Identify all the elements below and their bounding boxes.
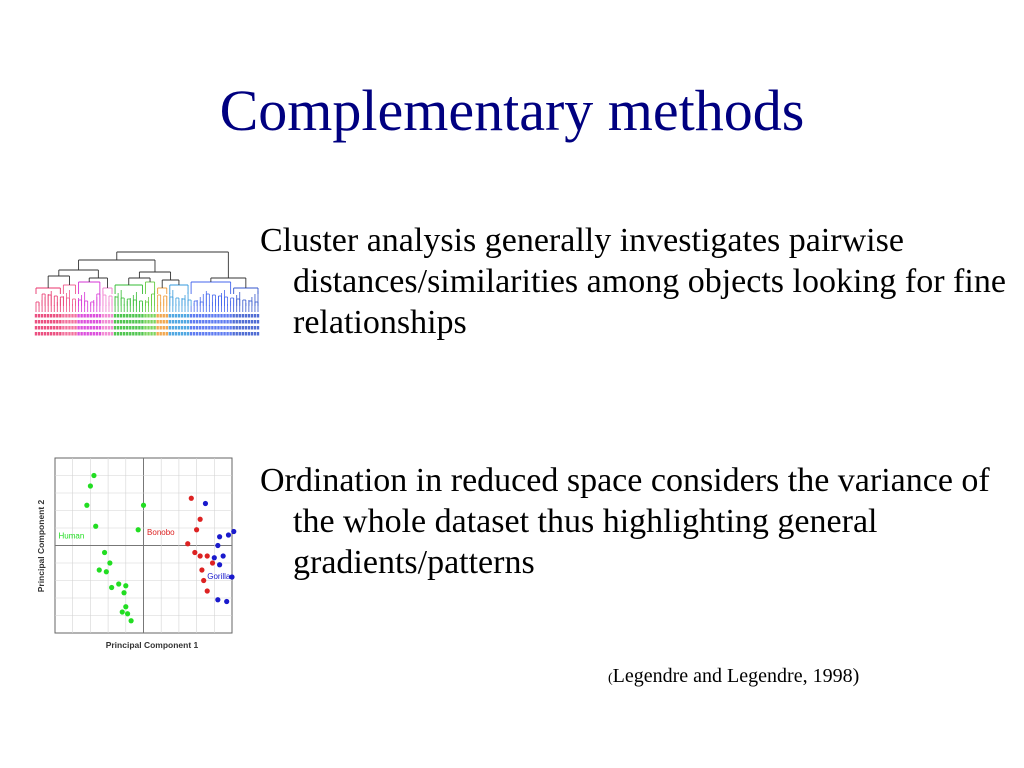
data-point-gorilla [215, 543, 220, 548]
data-point-human [121, 590, 126, 595]
citation-text: Legendre and Legendre, 1998) [612, 665, 860, 687]
dendrogram-branches [36, 252, 258, 312]
data-point-bonobo [185, 541, 190, 546]
series-label-gorilla: Gorilla [207, 571, 231, 581]
data-point-human [107, 560, 112, 565]
data-point-bonobo [198, 553, 203, 558]
x-axis-label: Principal Component 1 [105, 640, 199, 650]
data-point-bonobo [201, 578, 206, 583]
pca-scatter-chart [30, 450, 240, 655]
data-point-bonobo [199, 567, 204, 572]
data-point-gorilla [231, 529, 236, 534]
data-point-human [88, 483, 93, 488]
data-point-bonobo [205, 553, 210, 558]
data-point-bonobo [189, 496, 194, 501]
data-point-bonobo [192, 550, 197, 555]
data-point-gorilla [217, 534, 222, 539]
bullet-cluster-analysis: Cluster analysis generally investigates pairwise distances/similarities among objects looking for fine relationships [260, 222, 1006, 341]
data-point-gorilla [226, 532, 231, 537]
data-point-bonobo [205, 588, 210, 593]
data-point-human [93, 524, 98, 529]
data-point-human [129, 618, 134, 623]
slide-title: Complementary methods [219, 78, 805, 143]
data-point-human [136, 527, 141, 532]
bullet-ordination: Ordination in reduced space considers the variance of the whole dataset thus highlighting general gradients/patterns [260, 462, 990, 581]
data-point-human [84, 503, 89, 508]
data-point-human [97, 567, 102, 572]
data-point-gorilla [217, 562, 222, 567]
data-point-bonobo [210, 560, 215, 565]
data-point-bonobo [194, 527, 199, 532]
data-point-human [125, 611, 130, 616]
data-point-gorilla [221, 553, 226, 558]
data-point-human [116, 581, 121, 586]
data-point-human [141, 503, 146, 508]
dendrogram-leaf-labels [35, 314, 259, 336]
data-point-gorilla [203, 501, 208, 506]
data-point-gorilla [212, 555, 217, 560]
citation [608, 665, 859, 688]
cluster-dendrogram-figure [30, 248, 270, 348]
data-point-human [123, 583, 128, 588]
data-point-gorilla [224, 599, 229, 604]
data-point-human [104, 569, 109, 574]
data-point-human [120, 609, 125, 614]
data-point-human [123, 604, 128, 609]
series-label-bonobo: Bonobo [147, 528, 175, 537]
data-point-human [109, 585, 114, 590]
data-point-human [91, 473, 96, 478]
data-point-human [102, 550, 107, 555]
series-label-human: Human [58, 531, 85, 541]
y-axis-label: Principal Component 2 [36, 499, 46, 593]
data-point-gorilla [215, 597, 220, 602]
citation-open-paren: ( [608, 671, 613, 686]
data-point-bonobo [198, 517, 203, 522]
